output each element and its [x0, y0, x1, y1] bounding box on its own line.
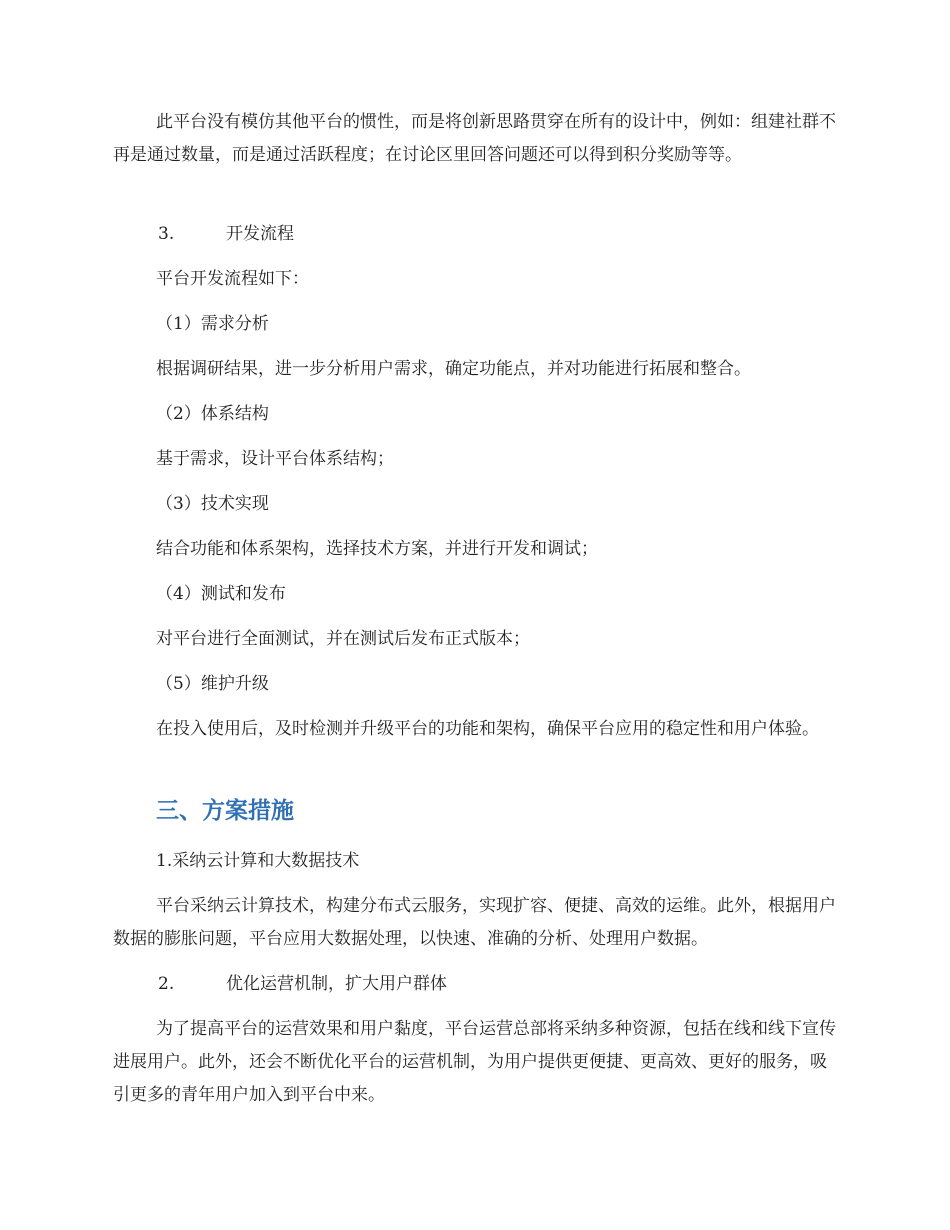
- step-5-text: 在投入使用后，及时检测并升级平台的功能和架构，确保平台应用的稳定性和用户体验。: [156, 719, 819, 739]
- step-2-text: 基于需求，设计平台体系结构；: [156, 449, 394, 469]
- measure-1-title: 1.采纳云计算和大数据技术: [156, 851, 360, 871]
- step-4-title: （4）测试和发布: [156, 584, 286, 604]
- measure-2-title: 优化运营机制，扩大用户群体: [226, 974, 447, 994]
- section-3-title: 开发流程: [226, 224, 294, 244]
- step-4-text: 对平台进行全面测试，并在测试后发布正式版本；: [156, 629, 530, 649]
- measure-2-heading: [158, 968, 888, 1001]
- measure-2-text: 为了提高平台的运营效果和用户黏度，平台运营总部将采纳多种资源，包括在线和线下宣传进展用户。此外，还会不断优化平台的运营机制，为用户提供更便捷、更高效、更好的服务，吸引更多的青年用户加入到平台中来。: [113, 1019, 836, 1105]
- measure-2-number: 2.: [158, 974, 175, 994]
- step-2-title: （2）体系结构: [156, 404, 269, 424]
- step-3-text: 结合功能和体系架构，选择技术方案，并进行开发和调试；: [156, 539, 598, 559]
- measure-1-text: 平台采纳云计算技术，构建分布式云服务，实现扩容、便捷、高效的运维。此外，根据用户数据的膨胀问题，平台应用大数据处理，以快速、准确的分析、处理用户数据。: [113, 896, 836, 949]
- step-5-title: （5）维护升级: [156, 674, 269, 694]
- intro-paragraph: 此平台没有模仿其他平台的惯性，而是将创新思路贯穿在所有的设计中，例如：组建社群不再是通过数量，而是通过活跃程度；在讨论区里回答问题还可以得到积分奖励等等。: [113, 112, 836, 165]
- section-3-number: 3.: [158, 224, 175, 244]
- step-1-text: 根据调研结果，进一步分析用户需求，确定功能点，并对功能进行拓展和整合。: [156, 359, 751, 379]
- step-1-title: （1）需求分析: [156, 314, 269, 334]
- step-3-title: （3）技术实现: [156, 494, 269, 514]
- flow-intro: 平台开发流程如下：: [156, 269, 309, 289]
- section-heading-measures: 三、方案措施: [156, 798, 294, 824]
- section-3-heading: [158, 218, 888, 251]
